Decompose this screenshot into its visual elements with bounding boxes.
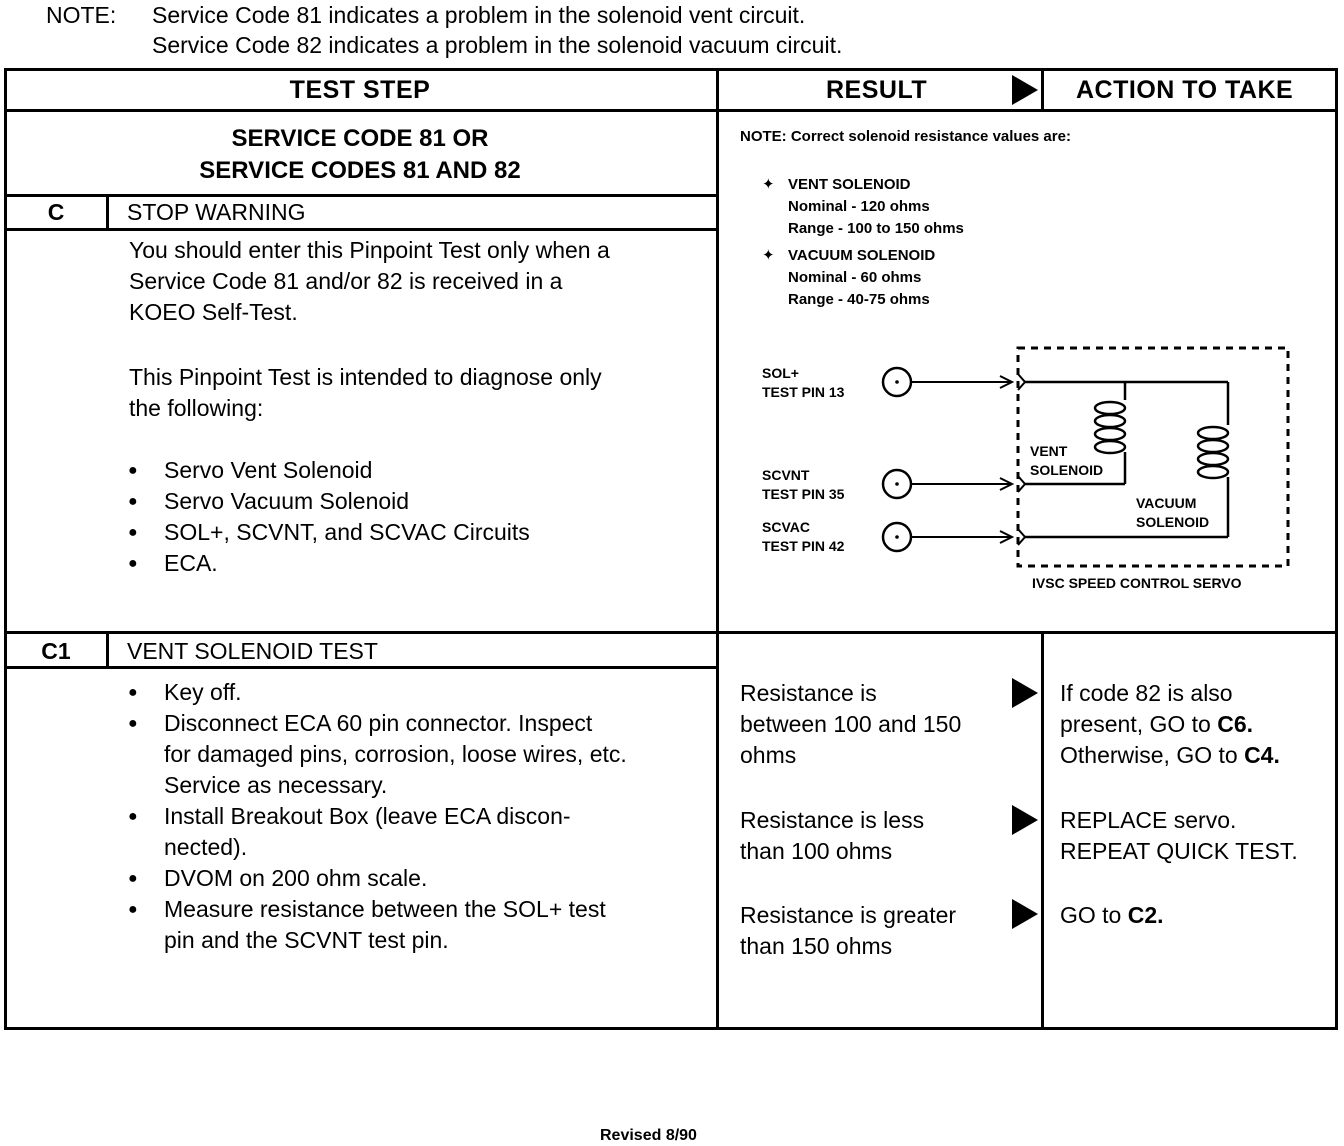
list-item: ● DVOM on 200 ohm scale.: [128, 863, 708, 894]
section-title-line-2: SERVICE CODES 81 AND 82: [199, 157, 521, 184]
step-c1-id-divider: [106, 632, 109, 667]
vent-label-2: SOLENOID: [1030, 462, 1104, 478]
list-item: ● Install Breakout Box (leave ECA discon- nected).: [128, 801, 708, 863]
top-note-line-1: Service Code 81 indicates a problem in the solenoid vent circuit.: [152, 2, 806, 28]
pin-scvac-number: TEST PIN 42: [762, 538, 845, 554]
diamond-bullet-icon: ✦: [762, 176, 775, 193]
vacuum-solenoid-spec: ✦ VACUUM SOLENOID Nominal - 60 ohms Range - 40-75 ohms: [762, 247, 936, 308]
action-1: If code 82 is also present, GO to C6. Otherwise, GO to C4.: [1060, 680, 1280, 768]
list-item: ● Servo Vent Solenoid: [128, 455, 708, 486]
action-3: GO to C2.: [1060, 902, 1164, 928]
vacuum-solenoid-coil: [1198, 427, 1228, 478]
step-c-para-2: This Pinpoint Test is intended to diagnose only the following:: [129, 364, 602, 421]
vacuum-label-2: SOLENOID: [1136, 514, 1210, 530]
resistance-note-heading: NOTE: Correct solenoid resistance values are:: [740, 128, 1071, 145]
pin-scvnt-number: TEST PIN 35: [762, 486, 845, 502]
result-3: Resistance is greater than 150 ohms: [740, 902, 957, 959]
step-c-top-rule: [4, 194, 718, 197]
diamond-bullet-icon: ✦: [762, 247, 775, 264]
step-c-bullets: [128, 455, 708, 579]
step-c-title: STOP WARNING: [127, 199, 306, 225]
pin-sol-name: SOL+: [762, 365, 799, 381]
column-divider-main: [716, 68, 719, 1030]
result-1-arrow-icon: [1012, 678, 1038, 708]
list-item: ● Servo Vacuum Solenoid: [128, 486, 708, 517]
action-2: REPLACE servo. REPEAT QUICK TEST.: [1060, 807, 1298, 864]
header-test-step: TEST STEP: [289, 76, 431, 104]
result-3-arrow-icon: [1012, 899, 1038, 929]
revision-footer: Revised 8/90: [600, 1127, 697, 1144]
step-c1-title: VENT SOLENOID TEST: [127, 638, 378, 664]
column-divider-header: [1041, 68, 1044, 110]
top-note-line-2: Service Code 82 indicates a problem in the solenoid vacuum circuit.: [152, 32, 843, 58]
list-item: ● SOL+, SCVNT, and SCVAC Circuits: [128, 517, 708, 548]
vacuum-label-1: VACUUM: [1136, 495, 1197, 511]
step-c1-top-rule: [4, 631, 1338, 634]
vent-label-1: VENT: [1030, 443, 1068, 459]
step-c1-id: C1: [41, 638, 71, 664]
pin-scvac-name: SCVAC: [762, 519, 810, 535]
vent-solenoid-coil: [1095, 402, 1125, 453]
step-c-bottom-rule: [4, 228, 718, 231]
section-title-line-1: SERVICE CODE 81 OR: [231, 125, 489, 152]
solenoid-wiring-diagram: [720, 330, 1336, 620]
header-result: RESULT: [826, 76, 928, 104]
column-divider-c1: [1041, 632, 1044, 1030]
header-divider: [4, 109, 1338, 112]
pin-scvnt-name: SCVNT: [762, 467, 810, 483]
list-item: ● ECA.: [128, 548, 708, 579]
step-c1-bullets: [128, 677, 708, 956]
list-item: ● Disconnect ECA 60 pin connector. Inspect for damaged pins, corrosion, loose wires, etc. Service as necessary.: [128, 708, 708, 801]
step-c-id: C: [47, 199, 65, 225]
step-c-para-1: You should enter this Pinpoint Test only when a Service Code 81 and/or 82 is received in a KOEO Self-Test.: [129, 237, 610, 325]
step-c1-title-rule: [4, 666, 718, 669]
step-c-id-divider: [106, 195, 109, 229]
vent-solenoid-spec: ✦ VENT SOLENOID Nominal - 120 ohms Range - 100 to 150 ohms: [762, 176, 964, 237]
result-1: Resistance is between 100 and 150 ohms: [740, 680, 962, 768]
top-note-label: NOTE:: [46, 2, 117, 28]
list-item: ● Measure resistance between the SOL+ test pin and the SCVNT test pin.: [128, 894, 708, 956]
servo-box-label: IVSC SPEED CONTROL SERVO: [1032, 575, 1242, 591]
header-arrow-icon: [1012, 75, 1038, 105]
header-action: ACTION TO TAKE: [1076, 76, 1294, 104]
list-item: ● Key off.: [128, 677, 708, 708]
result-2: Resistance is less than 100 ohms: [740, 807, 925, 864]
pin-sol-number: TEST PIN 13: [762, 384, 845, 400]
result-2-arrow-icon: [1012, 805, 1038, 835]
